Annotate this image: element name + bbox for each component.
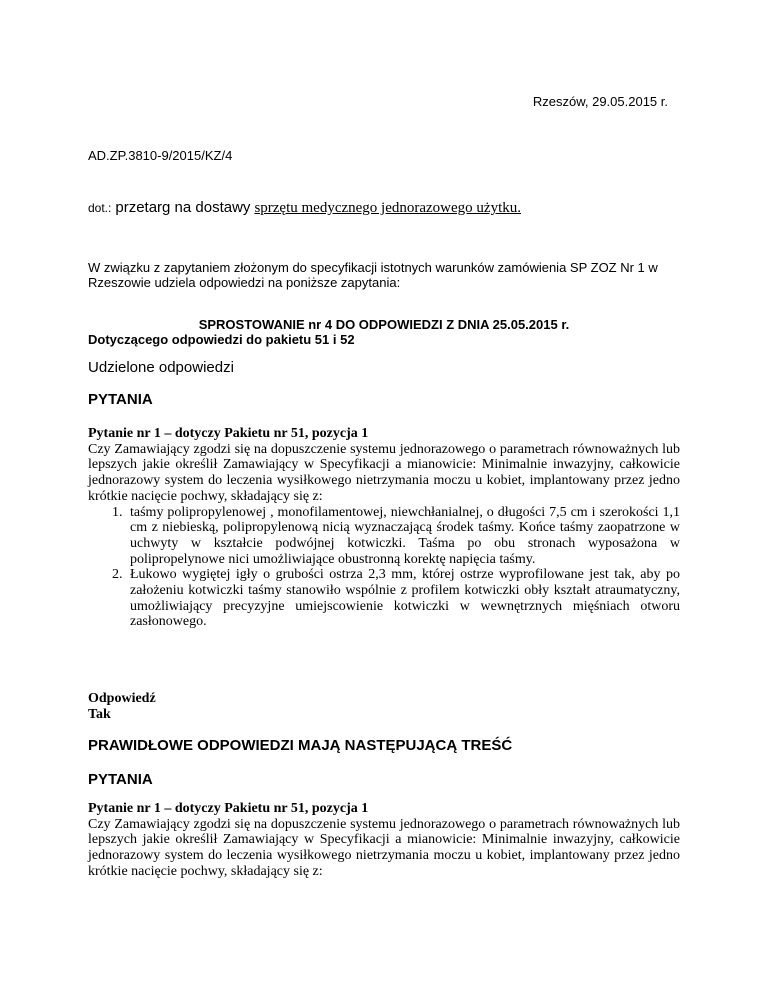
subject-part2: sprzętu medycznego jednorazowego użytku. — [254, 200, 522, 216]
question-1-items — [88, 505, 680, 631]
question-1-title: Pytanie nr 1 – dotyczy Pakietu nr 51, pozycja 1 — [88, 426, 369, 441]
answer-label: Odpowiedź — [88, 691, 156, 706]
correction-subtitle: Dotyczącego odpowiedzi do pakietu 51 i 52 — [88, 332, 355, 347]
list-item — [88, 505, 680, 568]
subject-part1: przetarg na dostawy — [115, 199, 251, 216]
correction-title: SPROSTOWANIE nr 4 DO ODPOWIEDZI Z DNIA 25.05.2015 r. — [198, 317, 570, 332]
section-correct-answers: PRAWIDŁOWE ODPOWIEDZI MAJĄ NASTĘPUJĄCĄ TREŚĆ — [88, 737, 513, 754]
section-given-answers: Udzielone odpowiedzi — [88, 359, 234, 376]
reference-number: AD.ZP.3810-9/2015/KZ/4 — [88, 148, 233, 163]
answer-value: Tak — [88, 707, 111, 722]
correction-heading — [88, 317, 680, 347]
section-questions-1: PYTANIA — [88, 391, 153, 408]
question-2-body: Czy Zamawiający zgodzi się na dopuszczenie systemu jednorazowego o parametrach równoważnych lub lepszych jakie określił Zamawiający w Specyfikacji a mianowicie: Minimalnie inwazyjny, całkowicie jednorazowy system do leczenia wysiłkowego nietrzymania moczu u kobiet, implantowany przez jedno krótkie nacięcie pochwy, składający się z: — [88, 816, 680, 879]
list-item-number: 1. — [112, 504, 123, 520]
list-item — [88, 567, 680, 630]
section-questions-2: PYTANIA — [88, 771, 153, 788]
list-item-number: 2. — [112, 567, 123, 583]
place-date: Rzeszów, 29.05.2015 r. — [532, 94, 668, 109]
list-item-text: taśmy polipropylenowej , monofilamentowej, niewchłanialnej, o długości 7,5 cm i szerokości 1,1 cm z niebieską, polipropylenową nicią wyznaczającą środek taśmy. Końce taśmy zaopatrzone w uchwyty w kształcie podwójnej kotwiczki. Taśma po obu stronach wyposażona w polipropelynowe nici umożliwiające obustronną korektę napięcia taśmy. — [130, 504, 680, 567]
question-2-title: Pytanie nr 1 – dotyczy Pakietu nr 51, pozycja 1 — [88, 801, 369, 816]
question-2-block — [88, 801, 680, 880]
question-1-body: Czy Zamawiający zgodzi się na dopuszczenie systemu jednorazowego o parametrach równoważnych lub lepszych jakie określił Zamawiający w Specyfikacji a mianowicie: Minimalnie inwazyjny, całkowicie jednorazowy system do leczenia wysiłkowego nietrzymania moczu u kobiet, implantowany przez jedno krótkie nacięcie pochwy, składający się z: — [88, 441, 680, 504]
subject-prefix: dot.: — [88, 201, 112, 215]
question-1-block — [88, 426, 680, 630]
subject-line — [88, 199, 521, 217]
list-item-text: Łukowo wygiętej igły o grubości ostrza 2,3 mm, której ostrze wyprofilowane jest tak, aby po założeniu kotwiczki taśmy stanowiło wspólnie z profilem kotwiczki obły kształt atraumatyczny, umożliwiający precyzyjne umiejscowienie kotwiczki w wewnętrznych mięśniach otworu zasłonowego. — [130, 567, 680, 630]
answer-1 — [88, 691, 156, 723]
intro-paragraph: W związku z zapytaniem złożonym do specyfikacji istotnych warunków zamówienia SP ZOZ Nr 1 w Rzeszowie udziela odpowiedzi na poniższe zapytania: — [88, 260, 658, 290]
